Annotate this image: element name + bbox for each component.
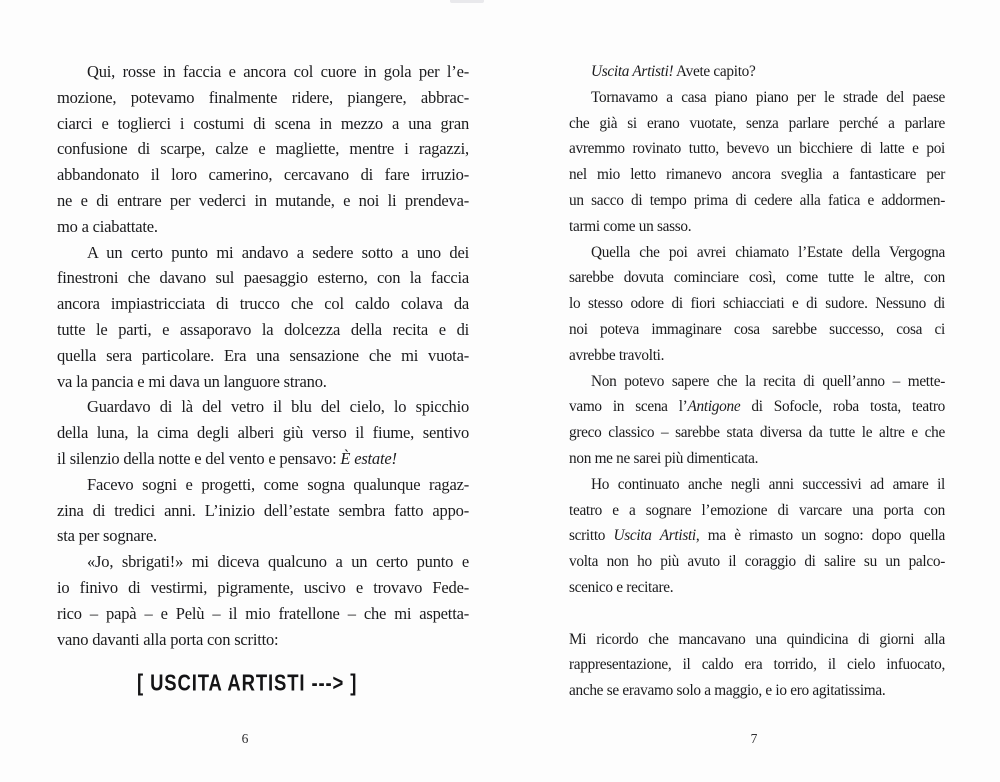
text-line: mo a ciabattate. bbox=[57, 216, 158, 236]
text-line: vamo in scena l’Antigone di Sofocle, roba tosta, teatro bbox=[569, 398, 945, 416]
text-line: A un certo punto mi andavo a sedere sotto a uno dei bbox=[87, 242, 469, 262]
text-line: «Jo, sbrigati!» mi diceva qualcuno a un certo punto e bbox=[87, 552, 469, 572]
text-line: noi poteva immaginare cosa sarebbe successo, cosa ci bbox=[569, 320, 945, 338]
text-line: lo stesso odore di fiori schiacciati e di sudore. Nessuno di bbox=[569, 295, 945, 313]
text-line: non me ne sarei più dimenticata. bbox=[569, 449, 759, 467]
text-line: Quella che poi avrei chiamato l’Estate della Vergogna bbox=[591, 243, 945, 261]
text-line: ne e di entrare per vederci in mutande, e noi li prendeva- bbox=[57, 190, 469, 210]
page-number-right: 7 bbox=[750, 731, 758, 746]
text-line: della luna, la cima degli alberi giù verso il fiume, sentivo bbox=[57, 423, 469, 443]
right-page bbox=[569, 0, 945, 782]
text-line: zina di tredici anni. L’inizio dell’estate sembra fatto appo- bbox=[57, 500, 469, 520]
text-line: rappresentazione, il caldo era torrido, il cielo infuocato, bbox=[569, 656, 945, 674]
text-line: scritto Uscita Artisti, ma è rimasto un sogno: dopo quella bbox=[569, 527, 945, 545]
text-line: Mi ricordo che mancavano una quindicina di giorni alla bbox=[569, 630, 945, 648]
text-line: mozione, potevamo finalmente ridere, piangere, abbrac- bbox=[57, 87, 469, 107]
text-line: anche se eravamo solo a maggio, e io ero agitatissima. bbox=[569, 682, 886, 700]
text-line: teatro e a sognare l’emozione di varcare una porta con bbox=[569, 501, 945, 519]
text-line: io finivo di vestirmi, pigramente, uscivo e trovavo Fede- bbox=[57, 577, 469, 597]
text-line: un sacco di tempo prima di cedere alla fatica e addormen- bbox=[569, 191, 945, 209]
text-line: Non potevo sapere che la recita di quell’anno – mette- bbox=[591, 372, 945, 390]
text-line: Tornavamo a casa piano piano per le strade del paese bbox=[591, 88, 945, 106]
text-line: va la pancia e mi dava un languore strano. bbox=[57, 371, 327, 391]
text-line: avremmo rovinato tutto, bevevo un bicchiere di latte e poi bbox=[569, 140, 945, 158]
text-line: finestroni che davano sul paesaggio esterno, con la faccia bbox=[57, 268, 469, 288]
text-line: ancora impiastricciata di trucco che col caldo colava da bbox=[57, 294, 469, 314]
page-number-left: 6 bbox=[241, 731, 249, 746]
text-line: ciarci e toglierci i costumi di scena in mezzo a una gran bbox=[57, 113, 469, 133]
left-page bbox=[57, 0, 469, 782]
text-line: avrebbe travolti. bbox=[569, 346, 665, 364]
text-line: rico – papà – e Pelù – il mio fratellone – che mi aspetta- bbox=[57, 603, 469, 623]
uscita-artisti-stencil: [ USCITA ARTISTI ---> ] bbox=[137, 670, 358, 697]
text-line: scenico e recitare. bbox=[569, 578, 674, 596]
text-line: confusione di scarpe, calze e magliette, mentre i ragazzi, bbox=[57, 139, 469, 159]
text-line: Qui, rosse in faccia e ancora col cuore in gola per l’e- bbox=[87, 62, 469, 81]
text-line: Uscita Artisti! Avete capito? bbox=[591, 63, 756, 80]
right-page-text bbox=[569, 59, 945, 704]
left-page-text bbox=[57, 59, 469, 652]
text-line: nel mio letto rimanevo ancora sveglia a fantasticare per bbox=[569, 166, 945, 184]
text-line: Ho continuato anche negli anni successivi ad amare il bbox=[591, 475, 945, 493]
text-line: sarebbe dovuta cominciare così, come tutte le altre, con bbox=[569, 269, 945, 287]
text-line: il silenzio della notte e del vento e pensavo: È estate! bbox=[57, 448, 397, 468]
text-line: Guardavo di là del vetro il blu del cielo, lo spicchio bbox=[87, 397, 469, 417]
text-line: che già si erano vuotate, senza parlare perché a parlare bbox=[569, 114, 945, 132]
text-line: greco classico – sarebbe stata diversa da tutte le altre e che bbox=[569, 424, 945, 442]
text-line: volta non ho più avuto il coraggio di salire su un palco- bbox=[569, 553, 945, 571]
text-line: quella sera particolare. Era una sensazione che mi vuota- bbox=[57, 345, 469, 365]
text-line: tutte le parti, e assaporavo la dolcezza della recita e di bbox=[57, 319, 469, 339]
text-line: Facevo sogni e progetti, come sogna qualunque ragaz- bbox=[87, 474, 469, 494]
text-line: vano davanti alla porta con scritto: bbox=[57, 629, 279, 649]
text-line: abbandonato il loro camerino, cercavano di fare irruzio- bbox=[57, 165, 469, 185]
text-line: sta per sognare. bbox=[57, 526, 157, 546]
text-line: tarmi come un sasso. bbox=[569, 217, 692, 235]
